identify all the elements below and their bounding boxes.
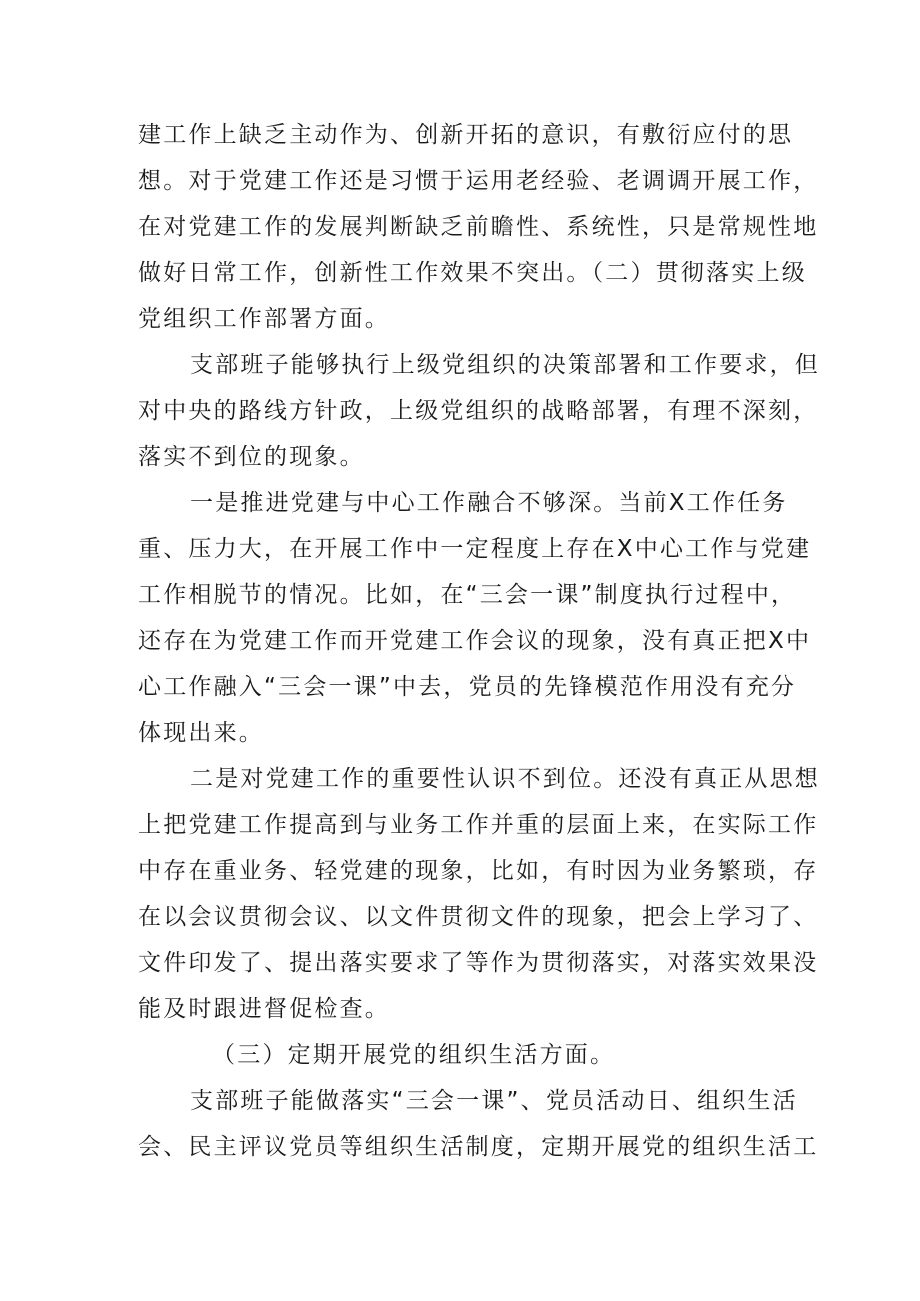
text-line: 工作相脱节的情况。比如，在“三会一课”制度执行过程中， bbox=[138, 582, 797, 608]
paragraph-start: 支部班子能够执行上级党组织的决策部署和工作要求，但 bbox=[190, 352, 820, 378]
text-line: 还存在为党建工作而开党建工作会议的现象，没有真正把X中 bbox=[138, 628, 812, 654]
paragraph-start: 二是对党建工作的重要性认识不到位。还没有真正从思想 bbox=[190, 766, 820, 792]
text-line: 在以会议贯彻会议、以文件贯彻文件的现象，把会上学习了、 bbox=[138, 904, 819, 930]
text-line: 上把党建工作提高到与业务工作并重的层面上来，在实际工作 bbox=[138, 812, 819, 838]
paragraph-start: 支部班子能做落实“三会一课”、党员活动日、组织生活 bbox=[190, 1088, 798, 1114]
text-line: 建工作上缺乏主动作为、创新开拓的意识，有敷衍应付的思 bbox=[138, 122, 794, 148]
text-line: 中存在重业务、轻党建的现象，比如，有时因为业务繁琐，存 bbox=[138, 858, 819, 884]
text-line: 做好日常工作，创新性工作效果不突出。（二）贯彻落实上级 bbox=[138, 260, 807, 286]
section-heading: 党组织工作部署方面。 bbox=[138, 306, 390, 332]
text-line: 体现出来。 bbox=[138, 720, 264, 746]
text-line: 重、压力大，在开展工作中一定程度上存在X中心工作与党建 bbox=[138, 536, 812, 562]
section-heading: （三）定期开展党的组织生活方面。 bbox=[212, 1042, 616, 1068]
text-line: 文件印发了、提出落实要求了等作为贯彻落实，对落实效果没 bbox=[138, 950, 819, 976]
text-line: 落实不到位的现象。 bbox=[138, 444, 365, 470]
text-line: 会、民主评议党员等组织生活制度，定期开展党的组织生活工 bbox=[138, 1134, 819, 1160]
text-line: 能及时跟进督促检查。 bbox=[138, 996, 390, 1022]
paragraph-start: 一是推进党建与中心工作融合不够深。当前X工作任务 bbox=[190, 490, 788, 516]
text-line: 想。对于党建工作还是习惯于运用老经验、老调调开展工作， bbox=[138, 168, 819, 194]
text-line: 心工作融入“三会一课”中去，党员的先锋模范作用没有充分 bbox=[138, 674, 797, 700]
text-line: 在对党建工作的发展判断缺乏前瞻性、系统性，只是常规性地 bbox=[138, 214, 819, 240]
text-line: 对中央的路线方针政，上级党组织的战略部署，有理不深刻， bbox=[138, 398, 819, 424]
